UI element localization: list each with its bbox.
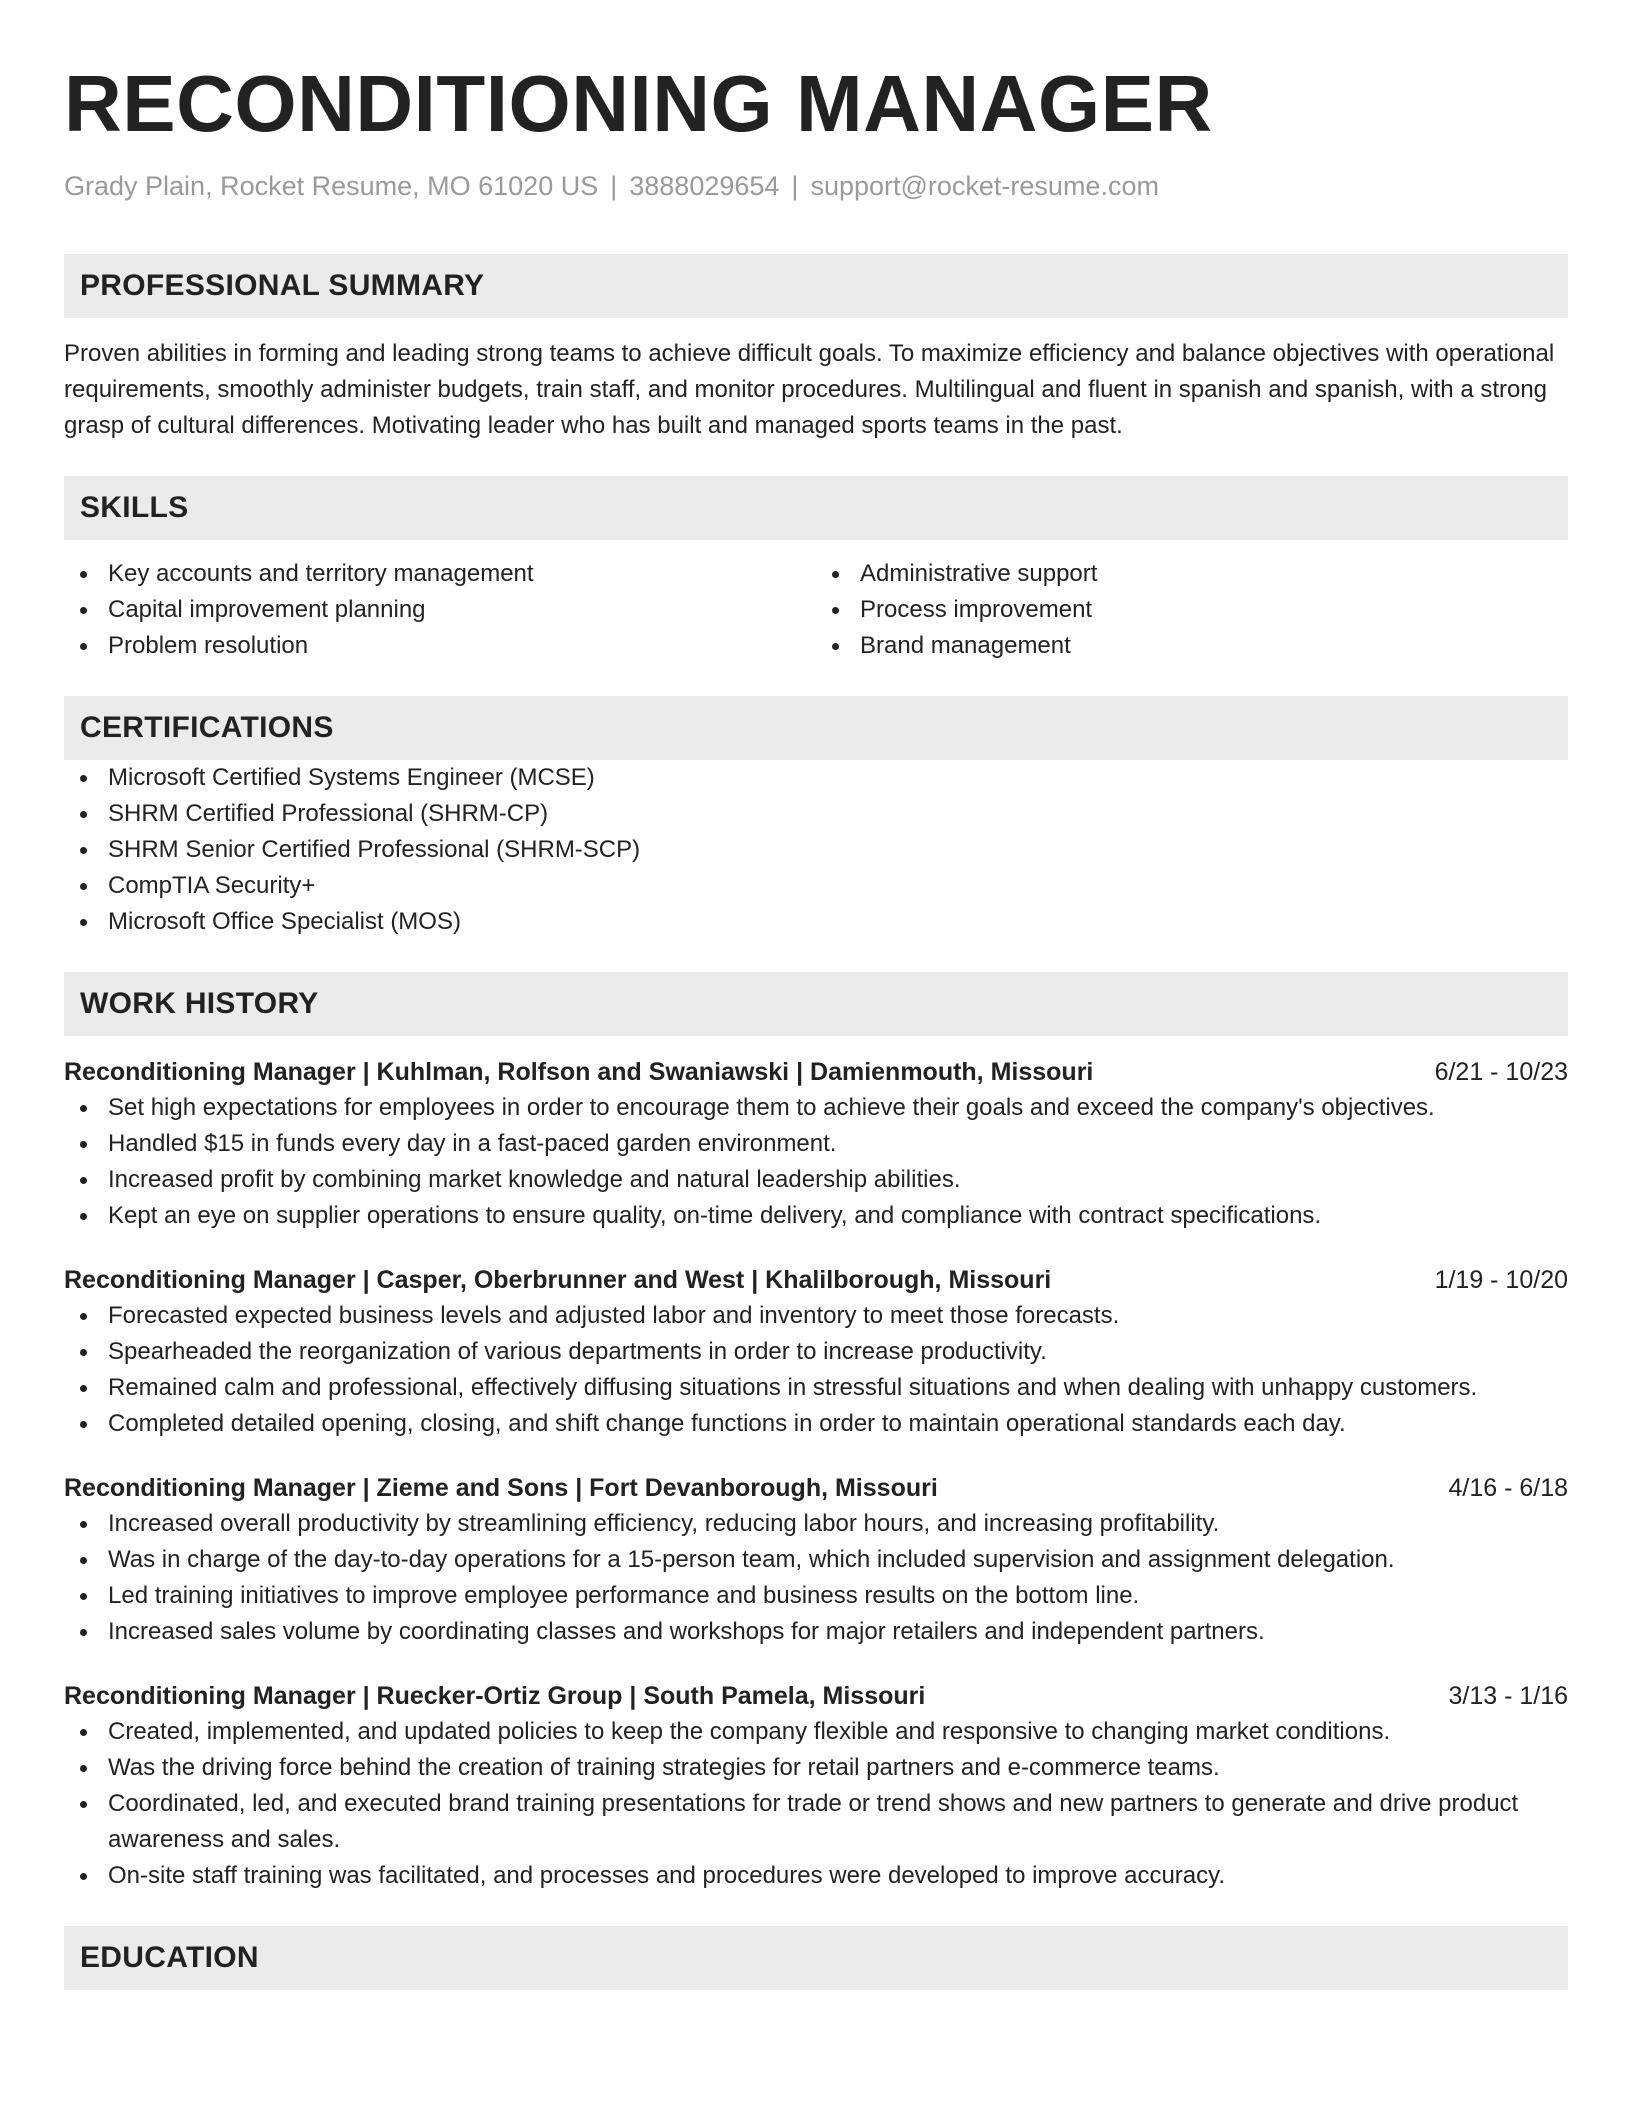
certifications-list xyxy=(64,760,1568,940)
job-entry xyxy=(64,1054,1568,1234)
job-header xyxy=(64,1262,1568,1298)
skills-grid xyxy=(64,556,1568,664)
contact-line xyxy=(64,168,1568,204)
work-history-section xyxy=(64,972,1568,1894)
skill-item: Brand management xyxy=(816,628,1568,664)
skills-list-right xyxy=(816,556,1568,664)
job-title: Reconditioning Manager | Kuhlman, Rolfson and Swaniawski | Damienmouth, Missouri xyxy=(64,1058,1094,1086)
contact-email: support@rocket-resume.com xyxy=(810,171,1159,201)
job-dates: 6/21 - 10/23 xyxy=(1434,1058,1568,1086)
job-title: Reconditioning Manager | Ruecker-Ortiz Group | South Pamela, Missouri xyxy=(64,1682,926,1710)
job-entry xyxy=(64,1262,1568,1442)
contact-phone: 3888029654 xyxy=(629,171,780,201)
section-heading-work-history: WORK HISTORY xyxy=(64,972,1568,1036)
certification-item: Microsoft Certified Systems Engineer (MCSE) xyxy=(64,760,1568,796)
certification-item: CompTIA Security+ xyxy=(64,868,1568,904)
job-bullet-list xyxy=(64,1506,1568,1650)
resume-name: RECONDITIONING MANAGER xyxy=(64,59,1213,148)
job-header xyxy=(64,1678,1568,1714)
section-heading-skills: SKILLS xyxy=(64,476,1568,540)
contact-separator: | xyxy=(610,171,618,201)
certification-item: Microsoft Office Specialist (MOS) xyxy=(64,904,1568,940)
skill-item: Administrative support xyxy=(816,556,1568,592)
job-bullet: Led training initiatives to improve employee performance and business results on the bottom line. xyxy=(64,1578,1568,1614)
skill-item: Process improvement xyxy=(816,592,1568,628)
job-header xyxy=(64,1054,1568,1090)
skills-list-left xyxy=(64,556,816,664)
job-bullet: Set high expectations for employees in order to encourage them to achieve their goals and exceed the company's objectives. xyxy=(64,1090,1568,1126)
job-bullet: Spearheaded the reorganization of various departments in order to increase productivity. xyxy=(64,1334,1568,1370)
section-heading-education: EDUCATION xyxy=(64,1926,1568,1990)
certification-item: SHRM Senior Certified Professional (SHRM-SCP) xyxy=(64,832,1568,868)
job-title: Reconditioning Manager | Zieme and Sons | Fort Devanborough, Missouri xyxy=(64,1474,938,1502)
job-bullet: Increased overall productivity by streamlining efficiency, reducing labor hours, and increasing profitability. xyxy=(64,1506,1568,1542)
job-bullet: Completed detailed opening, closing, and shift change functions in order to maintain operational standards each day. xyxy=(64,1406,1568,1442)
certification-item: SHRM Certified Professional (SHRM-CP) xyxy=(64,796,1568,832)
job-bullet: Forecasted expected business levels and adjusted labor and inventory to meet those forecasts. xyxy=(64,1298,1568,1334)
certifications-section xyxy=(64,696,1568,940)
job-bullet: Created, implemented, and updated policies to keep the company flexible and responsive to changing market conditions. xyxy=(64,1714,1568,1750)
job-entry xyxy=(64,1470,1568,1650)
job-bullet-list xyxy=(64,1090,1568,1234)
skill-item: Problem resolution xyxy=(64,628,816,664)
section-heading-certifications: CERTIFICATIONS xyxy=(64,696,1568,760)
job-bullet: Increased profit by combining market knowledge and natural leadership abilities. xyxy=(64,1162,1568,1198)
skill-item: Key accounts and territory management xyxy=(64,556,816,592)
contact-address: Grady Plain, Rocket Resume, MO 61020 US xyxy=(64,171,599,201)
summary-section xyxy=(64,254,1568,444)
job-bullet-list xyxy=(64,1298,1568,1442)
job-header xyxy=(64,1470,1568,1506)
summary-text: Proven abilities in forming and leading strong teams to achieve difficult goals. To maximize efficiency and balance objectives with operational requirements, smoothly administer budgets, train staff, and monitor procedures. Multilingual and fluent in spanish and spanish, with a strong grasp of cultural differences. Motivating leader who has built and managed sports teams in the past. xyxy=(64,340,1555,439)
skill-item: Capital improvement planning xyxy=(64,592,816,628)
job-dates: 1/19 - 10/20 xyxy=(1434,1266,1568,1294)
job-bullet: Was the driving force behind the creation of training strategies for retail partners and e-commerce teams. xyxy=(64,1750,1568,1786)
job-bullet: Remained calm and professional, effectively diffusing situations in stressful situations and when dealing with unhappy customers. xyxy=(64,1370,1568,1406)
education-section xyxy=(64,1926,1568,1990)
job-bullet: Kept an eye on supplier operations to ensure quality, on-time delivery, and compliance with contract specifications. xyxy=(64,1198,1568,1234)
job-bullet: Coordinated, led, and executed brand training presentations for trade or trend shows and new partners to generate and drive product awareness and sales. xyxy=(64,1786,1568,1858)
contact-separator: | xyxy=(791,171,799,201)
job-bullet: On-site staff training was facilitated, and processes and procedures were developed to improve accuracy. xyxy=(64,1858,1568,1894)
job-bullet: Handled $15 in funds every day in a fast-paced garden environment. xyxy=(64,1126,1568,1162)
job-title: Reconditioning Manager | Casper, Oberbrunner and West | Khalilborough, Missouri xyxy=(64,1266,1052,1294)
job-dates: 3/13 - 1/16 xyxy=(1448,1682,1568,1710)
section-heading-summary: PROFESSIONAL SUMMARY xyxy=(64,254,1568,318)
job-bullet-list xyxy=(64,1714,1568,1894)
job-dates: 4/16 - 6/18 xyxy=(1448,1474,1568,1502)
skills-section xyxy=(64,476,1568,664)
job-bullet: Was in charge of the day-to-day operations for a 15-person team, which included supervision and assignment delegation. xyxy=(64,1542,1568,1578)
job-entry xyxy=(64,1678,1568,1894)
job-bullet: Increased sales volume by coordinating classes and workshops for major retailers and independent partners. xyxy=(64,1614,1568,1650)
